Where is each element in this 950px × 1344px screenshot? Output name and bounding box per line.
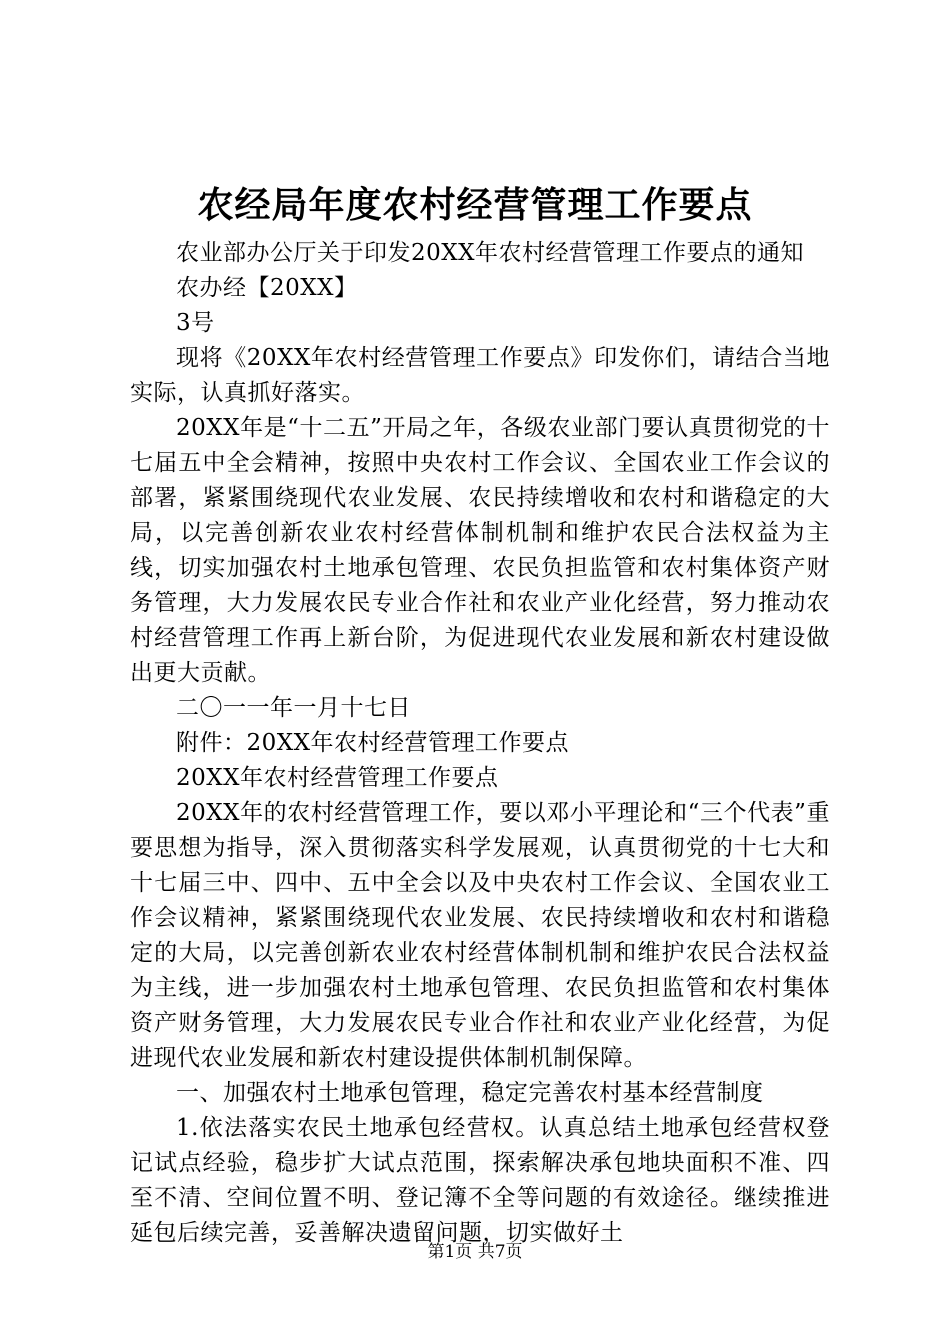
paragraph: 二〇一一年一月十七日 xyxy=(176,695,411,721)
paragraph: 农业部办公厅关于印发20XX年农村经营管理工作要点的通知 xyxy=(176,240,805,266)
paragraph: 农办经【20XX】 xyxy=(176,275,358,301)
paragraph: 1.依法落实农民土地承包经营权。认真总结土地承包经营权登记试点经验，稳步扩大试点范围，探索解决承包地块面积不准、四至不清、空间位置不明、登记簿不全等问题的有效途径。继续推进延包后续完善，妥善解决遗留问题，切实做好土 xyxy=(130,1115,830,1246)
document-title: 农经局年度农村经营管理工作要点 xyxy=(197,185,753,226)
paragraph: 20XX年的农村经营管理工作，要以邓小平理论和“三个代表”重要思想为指导，深入贯彻落实科学发展观，认真贯彻党的十七大和十七届三中、四中、五中全会以及中央农村工作会议、全国农业工作会议精神，紧紧围绕现代农业发展、农民持续增收和农村和谐稳定的大局，以完善创新农业农村经营体制机制和维护农民合法权益为主线，进一步加强农村土地承包管理、农民负担监管和农村集体资产财务管理，大力发展农民专业合作社和农业产业化经营，为促进现代农业发展和新农村建设提供体制机制保障。 xyxy=(130,800,830,1071)
paragraph: 3号 xyxy=(176,310,215,336)
paragraph: 附件：20XX年农村经营管理工作要点 xyxy=(176,730,570,756)
paragraph: 现将《20XX年农村经营管理工作要点》印发你们，请结合当地实际，认真抓好落实。 xyxy=(130,345,830,406)
section-heading: 一、加强农村土地承包管理，稳定完善农村基本经营制度 xyxy=(176,1080,764,1106)
paragraph: 20XX年农村经营管理工作要点 xyxy=(176,765,499,791)
paragraph: 20XX年是“十二五”开局之年，各级农业部门要认真贯彻党的十七届五中全会精神，按照中央农村工作会议、全国农业工作会议的部署，紧紧围绕现代农业发展、农民持续增收和农村和谐稳定的大局，以完善创新农业农村经营体制机制和维护农民合法权益为主线，切实加强农村土地承包管理、农民负担监管和农村集体资产财务管理，大力发展农民专业合作社和农业产业化经营，努力推动农村经营管理工作再上新台阶，为促进现代农业发展和新农村建设做出更大贡献。 xyxy=(130,415,830,686)
document-body xyxy=(130,236,830,1251)
page-number-footer: 第1页 共7页 xyxy=(427,1242,523,1262)
